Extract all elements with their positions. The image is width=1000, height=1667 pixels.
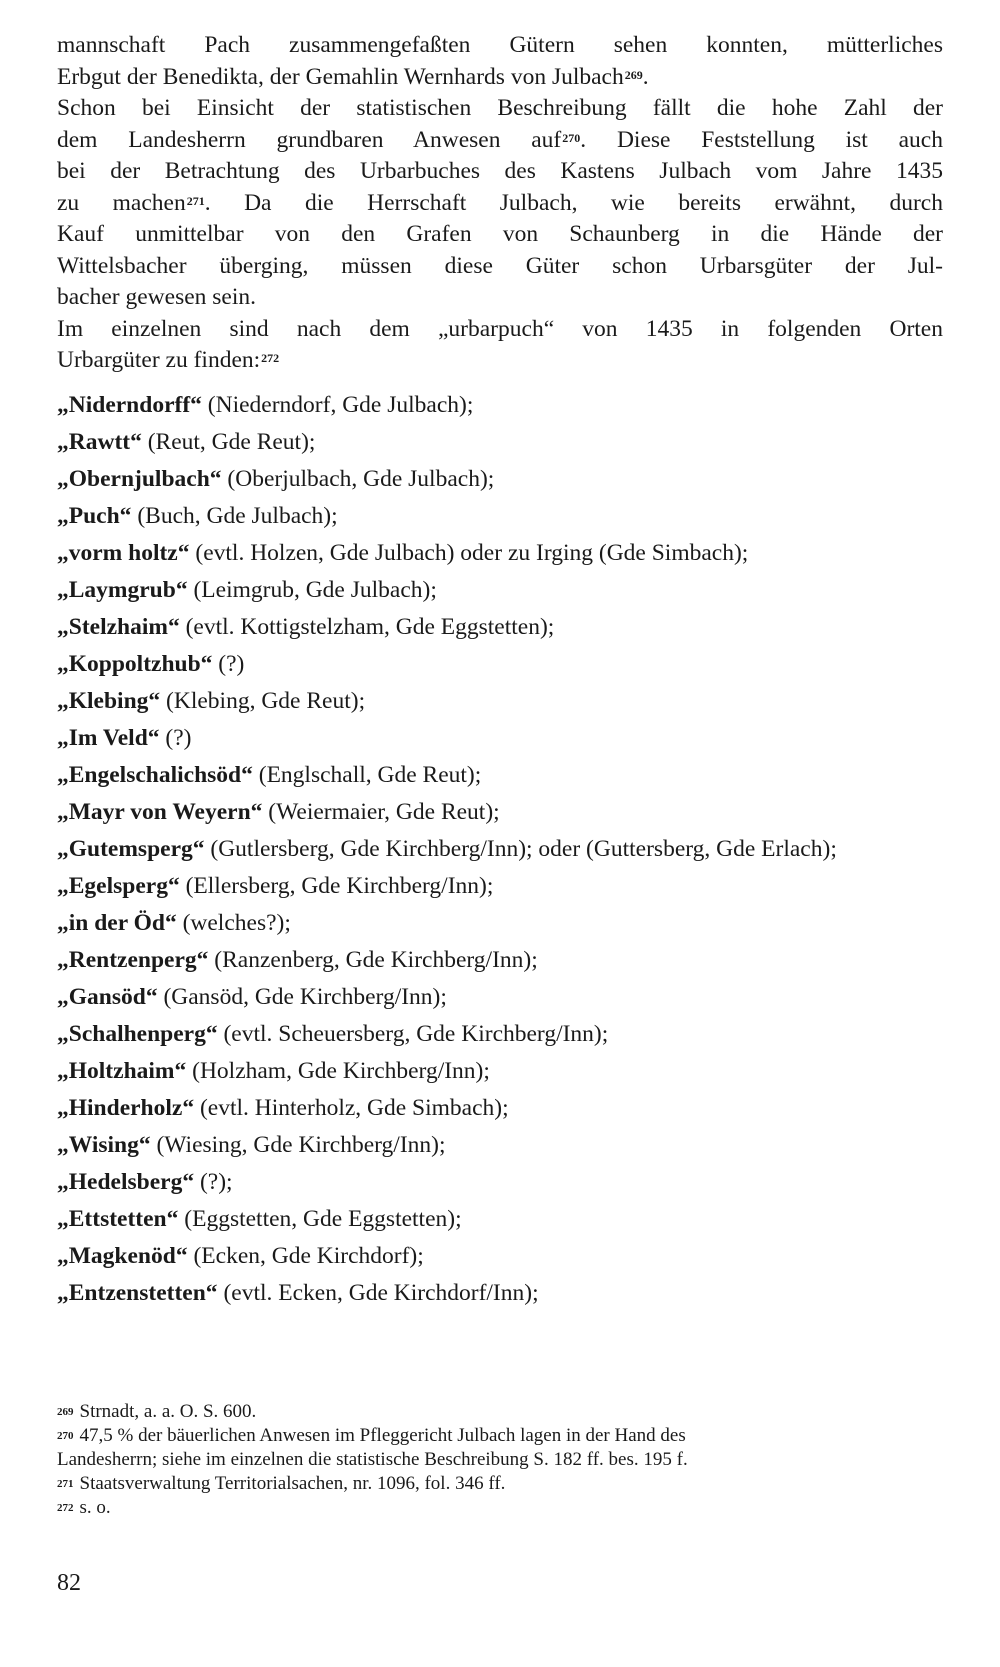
place-name: „Hedelsberg“ — [57, 1168, 195, 1195]
list-item — [57, 1057, 943, 1086]
list-item — [57, 1279, 943, 1308]
text-line: Schon bei Einsicht der statistischen Beschreibung fällt die hohe Zahl der — [57, 95, 943, 121]
footnote-text: Strnadt, a. a. O. S. 600. — [79, 1401, 257, 1422]
place-description: (evtl. Holzen, Gde Julbach) oder zu Irging (Gde Simbach); — [195, 539, 749, 566]
list-item — [57, 539, 943, 568]
place-description: (Leimgrub, Gde Julbach); — [193, 576, 437, 603]
place-name: „Laymgrub“ — [57, 576, 188, 603]
text-line: Im einzelnen sind nach dem „urbarpuch“ von 1435 in folgenden Orten — [57, 315, 943, 342]
footnote-ref[interactable]: 270 — [562, 130, 581, 145]
place-name: „Niderndorff“ — [57, 391, 202, 418]
place-description: (Englschall, Gde Reut); — [258, 761, 482, 788]
list-item — [57, 761, 943, 790]
list-item — [57, 650, 943, 679]
place-description: (Ellersberg, Gde Kirchberg/Inn); — [185, 872, 494, 899]
place-description: (evtl. Hinterholz, Gde Simbach); — [199, 1094, 509, 1121]
place-description: (Eggstetten, Gde Eggstetten); — [184, 1205, 462, 1232]
place-description: (Gutlersberg, Gde Kirchberg/Inn); oder (Guttersberg, Gde Erlach); — [210, 835, 837, 862]
place-name: „in der Öd“ — [57, 909, 177, 936]
list-item — [57, 1168, 943, 1197]
place-description: (evtl. Scheuersberg, Gde Kirchberg/Inn); — [223, 1020, 609, 1047]
place-name: „Stelzhaim“ — [57, 613, 180, 640]
place-name: „Egelsperg“ — [57, 872, 180, 899]
place-name: „Koppoltzhub“ — [57, 650, 213, 677]
place-name: „Magkenöd“ — [57, 1242, 188, 1269]
place-description: (Oberjulbach, Gde Julbach); — [227, 465, 495, 492]
footnote-ref[interactable]: 272 — [261, 351, 280, 365]
place-name: „Hinderholz“ — [57, 1094, 195, 1121]
place-description: (Reut, Gde Reut); — [147, 428, 316, 455]
list-item — [57, 983, 943, 1012]
list-item — [57, 1020, 943, 1049]
place-description: (?) — [165, 724, 192, 751]
place-list — [57, 391, 943, 1308]
footnote-text-continued: Landesherrn; siehe im einzelnen die statistische Beschreibung S. 182 ff. bes. 195 f. — [57, 1449, 688, 1470]
place-name: „Klebing“ — [57, 687, 161, 714]
place-name: „Puch“ — [57, 502, 132, 529]
list-item — [57, 391, 943, 420]
footnote-number: 269 — [57, 1406, 74, 1418]
list-item — [57, 946, 943, 975]
footnote-ref[interactable]: 269 — [624, 67, 643, 82]
page-body — [57, 30, 943, 1316]
place-name: „Gutemsperg“ — [57, 835, 205, 862]
text-line: Kauf unmittelbar von den Grafen von Schaunberg in die Hände der — [57, 221, 943, 247]
place-name: „Obernjulbach“ — [57, 465, 222, 492]
footnote — [57, 1496, 943, 1520]
place-description: (Weiermaier, Gde Reut); — [268, 798, 500, 825]
list-item — [57, 687, 943, 716]
footnote-number: 271 — [57, 1478, 74, 1490]
list-item — [57, 1094, 943, 1123]
intro-paragraph — [57, 30, 943, 377]
place-name: „Schalhenperg“ — [57, 1020, 218, 1047]
list-item — [57, 872, 943, 901]
text-line: dem Landesherrn grundbaren Anwesen auf$^{270}$. Diese Feststellung ist auch — [57, 126, 943, 153]
list-item — [57, 835, 943, 864]
footnote-number: 270 — [57, 1430, 74, 1442]
text-line: Urbargüter zu finden:$^{272}$ — [57, 347, 280, 373]
place-description: (evtl. Ecken, Gde Kirchdorf/Inn); — [223, 1279, 539, 1306]
list-item — [57, 465, 943, 494]
place-name: „vorm holtz“ — [57, 539, 190, 566]
list-item — [57, 1205, 943, 1234]
list-item — [57, 428, 943, 457]
place-name: „Im Veld“ — [57, 724, 160, 751]
place-description: (?) — [218, 650, 245, 677]
footnote-text: 47,5 % der bäuerlichen Anwesen im Pfleggericht Julbach lagen in der Hand des — [79, 1425, 686, 1446]
place-description: (Ranzenberg, Gde Kirchberg/Inn); — [214, 946, 538, 973]
text-line: Wittelsbacher überging, müssen diese Güter schon Urbarsgüter der Jul- — [57, 252, 943, 279]
footnote-number: 272 — [57, 1502, 74, 1514]
place-description: (evtl. Kottigstelzham, Gde Eggstetten); — [185, 613, 555, 640]
list-item — [57, 502, 943, 531]
text-line: Erbgut der Benedikta, der Gemahlin Wernhards von Julbach$^{269}$. — [57, 63, 649, 90]
list-item — [57, 1242, 943, 1271]
text-line: bei der Betrachtung des Urbarbuches des Kastens Julbach vom Jahre 1435 — [57, 158, 943, 184]
text-line: mannschaft Pach zusammengefaßten Gütern sehen konnten, mütterliches — [57, 32, 943, 58]
place-name: „Rentzenperg“ — [57, 946, 209, 973]
list-item — [57, 1131, 943, 1160]
footnote — [57, 1400, 943, 1424]
place-name: „Holtzhaim“ — [57, 1057, 187, 1084]
place-description: (Wiesing, Gde Kirchberg/Inn); — [156, 1131, 446, 1158]
footnote-text: s. o. — [79, 1497, 111, 1518]
list-item — [57, 724, 943, 753]
place-description: (Holzham, Gde Kirchberg/Inn); — [192, 1057, 490, 1084]
place-name: „Gansöd“ — [57, 983, 158, 1010]
place-name: „Rawtt“ — [57, 428, 142, 455]
place-name: „Wising“ — [57, 1131, 151, 1158]
list-item — [57, 798, 943, 827]
place-name: „Mayr von Weyern“ — [57, 798, 263, 825]
list-item — [57, 909, 943, 938]
place-description: (Buch, Gde Julbach); — [137, 502, 338, 529]
footnote — [57, 1472, 943, 1496]
place-name: „Engelschalichsöd“ — [57, 761, 253, 788]
place-name: „Ettstetten“ — [57, 1205, 179, 1232]
list-item — [57, 576, 943, 605]
place-name: „Entzenstetten“ — [57, 1279, 218, 1306]
place-description: (?); — [199, 1168, 233, 1195]
place-description: (Gansöd, Gde Kirchberg/Inn); — [163, 983, 447, 1010]
place-description: (Ecken, Gde Kirchdorf); — [193, 1242, 424, 1269]
footnotes — [57, 1400, 943, 1520]
list-item — [57, 613, 943, 642]
text-line: zu machen$^{271}$. Da die Herrschaft Julbach, wie bereits erwähnt, durch — [57, 189, 943, 216]
place-description: (Niederndorf, Gde Julbach); — [207, 391, 474, 418]
footnote-ref[interactable]: 271 — [186, 193, 205, 208]
page-number: 82 — [57, 1570, 81, 1596]
footnote — [57, 1424, 943, 1472]
place-description: (Klebing, Gde Reut); — [166, 687, 366, 714]
text-line: bacher gewesen sein. — [57, 284, 257, 310]
footnote-text: Staatsverwaltung Territorialsachen, nr. 1096, fol. 346 ff. — [79, 1473, 506, 1494]
place-description: (welches?); — [182, 909, 291, 936]
